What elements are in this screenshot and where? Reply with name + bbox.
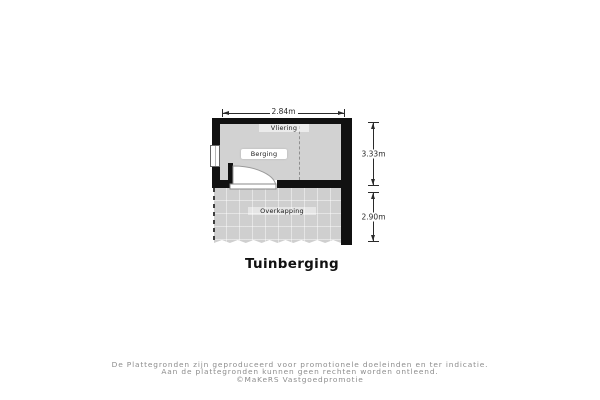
dimension-berging-height-value: 3.33m <box>361 149 386 159</box>
dimension-width <box>222 106 345 120</box>
door-icon <box>227 163 279 190</box>
dimension-overkapping-height-value: 2.90m <box>361 212 386 222</box>
arrowhead-right-icon <box>338 111 344 115</box>
overkapping-open-edge <box>213 188 215 242</box>
label-berging: Berging <box>241 149 287 159</box>
room-overkapping-floor <box>214 188 341 243</box>
window-mullion <box>215 146 216 166</box>
vliering-divider-line <box>299 126 300 180</box>
dimension-width-value: 2.84m <box>271 107 296 116</box>
dimension-overkapping-height <box>361 192 386 242</box>
dimension-tick <box>344 109 345 117</box>
arrowhead-left-icon <box>223 111 229 115</box>
arrowhead-down-icon <box>371 235 375 241</box>
footer-line-3: ©MaKeRS Vastgoedpromotie <box>236 374 364 384</box>
footer-line-2: Aan de plattegronden kunnen geen rechten worden ontleend. <box>161 367 439 377</box>
wall-right <box>341 118 352 245</box>
label-overkapping: Overkapping <box>248 207 316 215</box>
wall-middle-right <box>277 180 341 188</box>
window-icon <box>210 145 220 167</box>
label-vliering: Vliering <box>259 124 309 132</box>
dimension-tick <box>368 185 379 186</box>
page-title: Tuinberging <box>245 256 339 272</box>
arrowhead-up-icon <box>371 123 375 129</box>
footer-line-1: De Plattegronden zijn geproduceerd voor promotionele doeleinden en ter indicatie. <box>111 360 489 369</box>
footer-disclaimer <box>0 361 600 383</box>
dimension-berging-height <box>361 122 386 186</box>
dimension-tick <box>368 241 379 242</box>
arrowhead-up-icon <box>371 193 375 199</box>
arrowhead-down-icon <box>371 179 375 185</box>
